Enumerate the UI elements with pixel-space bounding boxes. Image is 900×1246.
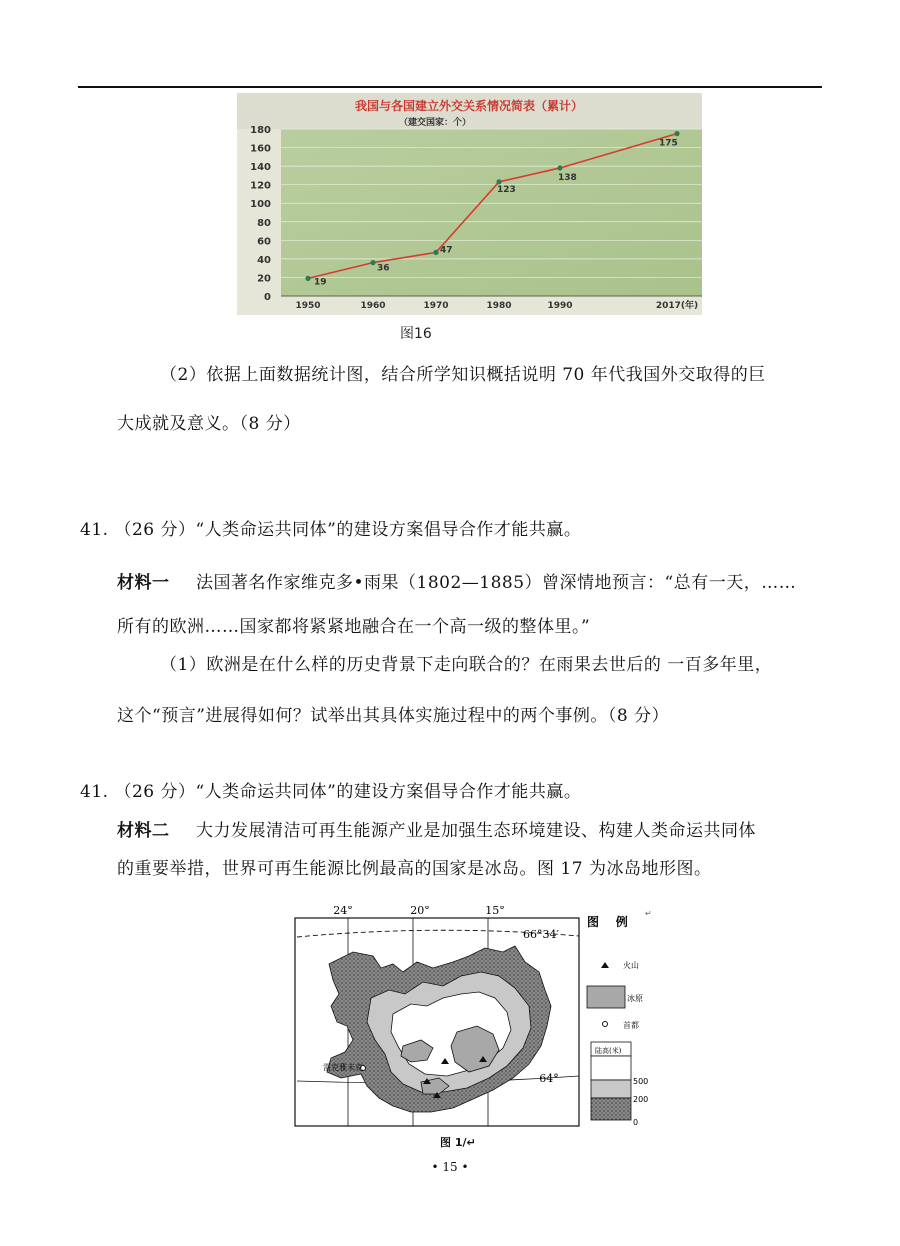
material2-line1: 大力发展清洁可再生能源产业是加强生态环境建设、构建人类命运共同体	[196, 821, 756, 841]
y-tick-label: 40	[257, 254, 271, 266]
plot-area	[281, 129, 702, 296]
data-label: 175	[659, 138, 678, 149]
x-tick-label: 1960	[360, 301, 386, 311]
header-rule	[78, 86, 822, 88]
volcano-icon	[601, 962, 609, 968]
map-legend	[583, 906, 658, 1130]
x-tick-label: 1980	[486, 301, 512, 311]
y-tick-label: 60	[257, 236, 271, 248]
legend-elev-0: 0	[633, 1118, 639, 1127]
fig16-caption: 图16	[400, 326, 432, 342]
q2-line1: （2）依据上面数据统计图，结合所学知识概括说明 70 年代我国外交取得的巨	[160, 365, 766, 385]
lat-label-arctic: 66°34′	[523, 928, 559, 941]
material1-line1: 法国著名作家维克多•雨果（1802—1885）曾深情地预言：“总有一天，……	[196, 573, 797, 593]
y-tick-label: 160	[250, 143, 271, 155]
q1-line2: 这个“预言”进展得如何？试举出其具体实施过程中的两个事例。（8 分）	[117, 706, 670, 726]
legend-elev-title: 陆高(米)	[595, 1047, 622, 1055]
y-tick-label: 180	[250, 125, 271, 136]
legend-glacier-swatch	[587, 986, 625, 1008]
data-point	[557, 165, 562, 170]
legend-capital: 首都	[623, 1021, 639, 1030]
chart-subtitle: （建交国家：个）	[398, 118, 472, 128]
data-point	[674, 131, 679, 136]
q2-line2: 大成就及意义。（8 分）	[117, 414, 301, 434]
y-tick-label: 120	[250, 180, 271, 192]
map-caption: 图 1/↵	[440, 1136, 476, 1149]
x-tick-label: 1950	[295, 301, 321, 311]
capital-label: 雷克雅未克	[323, 1063, 363, 1072]
iceland-map	[293, 906, 583, 1149]
page-number: • 15 •	[431, 1160, 469, 1174]
q1-line1: （1）欧洲是在什么样的历史背景下走向联合的？在雨果去世后的 一百多年里，	[160, 655, 773, 675]
data-point	[370, 260, 375, 265]
legend-swatch-mid	[591, 1080, 631, 1098]
lon-label-20: 20°	[410, 906, 430, 917]
legend-swatch-high	[591, 1056, 631, 1080]
legend-title-mark: ↵	[645, 909, 652, 918]
capital-icon	[603, 1022, 608, 1027]
data-label: 47	[440, 245, 453, 256]
data-label: 19	[314, 277, 327, 288]
data-label: 123	[497, 184, 516, 195]
x-tick-label: 2017(年)	[655, 301, 699, 311]
material2-line2: 的重要举措，世界可再生能源比例最高的国家是冰岛。图 17 为冰岛地形图。	[117, 859, 712, 879]
q41b-heading: 41. （26 分）“人类命运共同体”的建设方案倡导合作才能共赢。	[80, 782, 582, 802]
y-tick-label: 100	[250, 199, 271, 211]
lon-label-15: 15°	[485, 906, 505, 917]
data-label: 36	[377, 263, 390, 274]
data-point	[433, 250, 438, 255]
material1-label: 材料一	[117, 573, 170, 593]
data-point	[305, 276, 310, 281]
data-label: 138	[558, 172, 577, 183]
y-tick-label: 20	[257, 273, 271, 285]
legend-elev-500: 500	[633, 1077, 649, 1086]
chart-title: 我国与各国建立外交关系情况简表（累计）	[354, 99, 584, 113]
legend-glacier: 冰原	[627, 994, 643, 1003]
lon-label-24: 24°	[333, 906, 353, 917]
legend-title: 图 例	[587, 915, 628, 929]
material2-label: 材料二	[117, 821, 170, 841]
x-tick-label: 1990	[547, 301, 573, 311]
q41a-heading: 41. （26 分）“人类命运共同体”的建设方案倡导合作才能共赢。	[80, 520, 582, 540]
y-tick-label: 80	[257, 217, 271, 229]
y-tick-label: 140	[250, 162, 271, 174]
legend-elev-200: 200	[633, 1095, 649, 1104]
data-point	[496, 179, 501, 184]
material1-line2: 所有的欧洲……国家都将紧紧地融合在一个高一级的整体里。”	[117, 617, 591, 637]
diplomatic-relations-chart	[237, 93, 702, 315]
x-tick-label: 1970	[423, 301, 449, 311]
legend-swatch-low	[591, 1098, 631, 1120]
legend-volcano: 火山	[623, 961, 639, 970]
lat-label-64: 64°	[539, 1072, 559, 1085]
y-tick-label: 0	[264, 292, 271, 303]
